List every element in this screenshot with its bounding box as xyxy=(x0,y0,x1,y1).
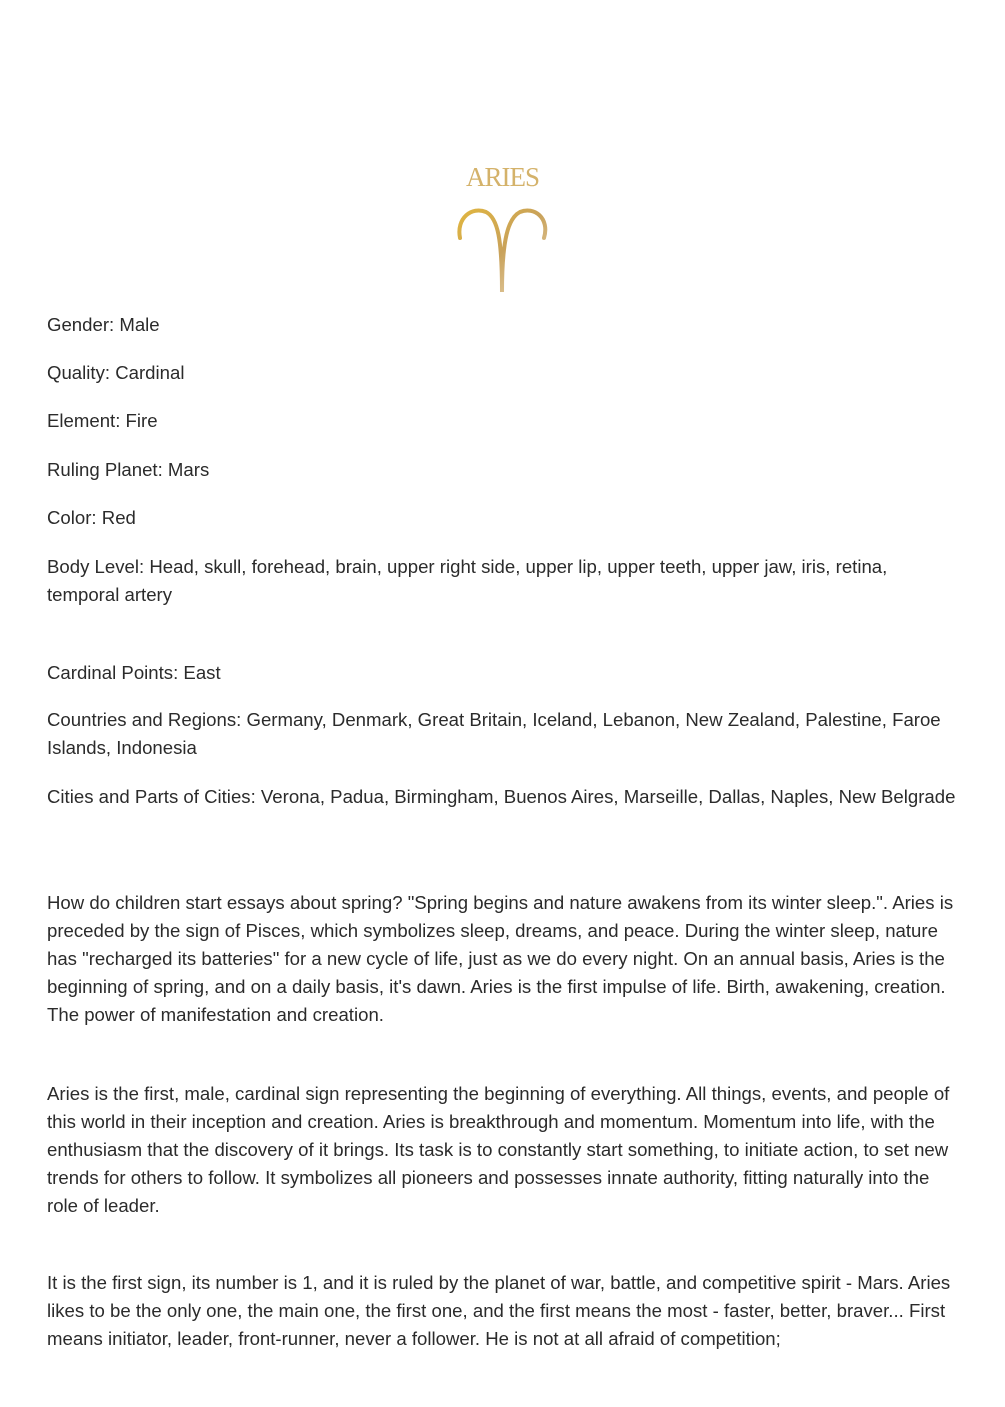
fact-color: Color: Red xyxy=(47,507,136,528)
fact-quality: Quality: Cardinal xyxy=(47,362,185,383)
aries-symbol-icon xyxy=(452,200,552,300)
fact-countries: Countries and Regions: Germany, Denmark, Great Britain, Iceland, Lebanon, New Zealand, Palestine, Faroe Islands, Indonesia xyxy=(47,709,941,758)
paragraph-1: How do children start essays about spring? "Spring begins and nature awakens from its winter sleep.". Aries is preceded by the sign of Pisces, which symbolizes sleep, dreams, and peace. During the winter sleep, nature has "recharged its batteries" for a new cycle of life, just as we do every night. On an annual basis, Aries is the beginning of spring, and on a daily basis, it's dawn. Aries is the first impulse of life. Birth, awakening, creation. The power of manifestation and creation. xyxy=(47,892,954,1025)
paragraph-2: Aries is the first, male, cardinal sign representing the beginning of everything. All things, events, and people of this world in their inception and creation. Aries is breakthrough and momentum. Momentum into life, with the enthusiasm that the discovery of it brings. Its task is to constantly start something, to initiate action, to set new trends for others to follow. It symbolizes all pioneers and possesses innate authority, fitting naturally into the role of leader. xyxy=(47,1083,950,1216)
fact-gender: Gender: Male xyxy=(47,314,160,335)
fact-body-level: Body Level: Head, skull, forehead, brain, upper right side, upper lip, upper teeth, upper jaw, iris, retina, temporal artery xyxy=(47,556,888,605)
fact-element: Element: Fire xyxy=(47,410,158,431)
fact-cities: Cities and Parts of Cities: Verona, Padua, Birmingham, Buenos Aires, Marseille, Dallas, Naples, New Belgrade xyxy=(47,786,956,807)
paragraph-3: It is the first sign, its number is 1, and it is ruled by the planet of war, battle, and competitive spirit - Mars. Aries likes to be the only one, the main one, the first one, and the first means the most - faster, better, braver... First means initiator, leader, front-runner, never a follower. He is not at all afraid of competition; xyxy=(47,1272,951,1349)
fact-cardinal-points: Cardinal Points: East xyxy=(47,662,221,683)
page-title: ARIES xyxy=(465,162,539,193)
fact-ruling-planet: Ruling Planet: Mars xyxy=(47,459,210,480)
